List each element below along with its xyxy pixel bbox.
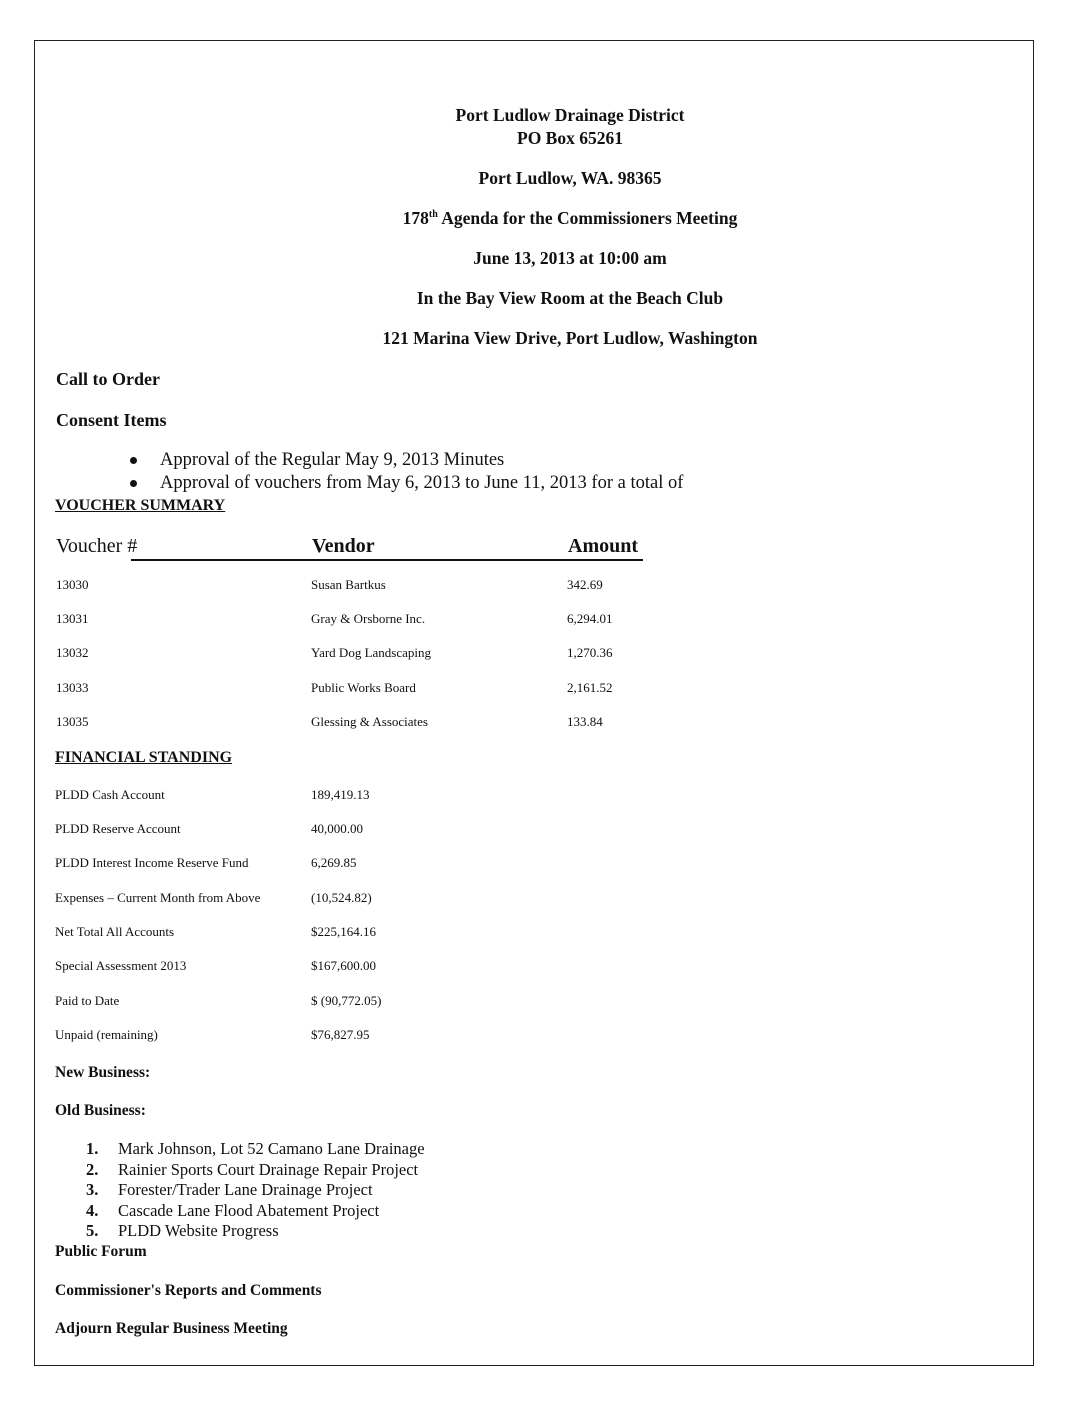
call-to-order-heading: Call to Order (56, 369, 160, 389)
list-text: PLDD Website Progress (118, 1221, 279, 1240)
list-number: 3. (86, 1180, 99, 1199)
list-item (86, 1160, 418, 1180)
voucher-amount: 2,161.52 (567, 680, 613, 695)
header-underline (131, 559, 643, 561)
voucher-number: 13032 (56, 645, 89, 660)
financial-label: Expenses – Current Month from Above (55, 890, 261, 905)
commissioners-reports-heading: Commissioner's Reports and Comments (55, 1282, 322, 1299)
financial-label: Special Assessment 2013 (55, 958, 187, 973)
meeting-date: June 13, 2013 at 10:00 am (473, 248, 667, 268)
financial-label: PLDD Reserve Account (55, 821, 181, 836)
voucher-amount: 133.84 (567, 714, 603, 729)
financial-value: $76,827.95 (311, 1027, 370, 1042)
list-item (86, 1221, 279, 1241)
po-box: PO Box 65261 (517, 128, 623, 148)
consent-bullet-text: Approval of the Regular May 9, 2013 Minutes (160, 450, 505, 470)
list-item (86, 1139, 425, 1159)
list-item (86, 1180, 373, 1200)
financial-label: PLDD Interest Income Reserve Fund (55, 855, 249, 870)
list-number: 5. (86, 1221, 99, 1240)
voucher-amount: 1,270.36 (567, 645, 613, 660)
district-name: Port Ludlow Drainage District (455, 105, 685, 125)
financial-value: 6,269.85 (311, 855, 357, 870)
list-number: 1. (86, 1139, 99, 1158)
financial-value: $ (90,772.05) (311, 993, 382, 1008)
financial-value: $167,600.00 (311, 958, 376, 973)
financial-label: PLDD Cash Account (55, 787, 165, 802)
voucher-vendor: Glessing & Associates (311, 714, 428, 729)
financial-value: $225,164.16 (311, 924, 376, 939)
agenda-number: 178 (402, 208, 429, 228)
public-forum-heading: Public Forum (55, 1243, 147, 1260)
new-business-heading: New Business: (55, 1064, 151, 1081)
city-state: Port Ludlow, WA. 98365 (478, 168, 662, 188)
list-text: Cascade Lane Flood Abatement Project (118, 1201, 380, 1220)
consent-bullet (160, 473, 683, 494)
financial-standing-heading: FINANCIAL STANDING (55, 749, 233, 766)
bullet-icon (130, 480, 137, 487)
meeting-address: 121 Marina View Drive, Port Ludlow, Washington (382, 328, 758, 348)
voucher-vendor: Yard Dog Landscaping (311, 645, 431, 660)
financial-value: (10,524.82) (311, 890, 372, 905)
financial-label: Unpaid (remaining) (55, 1027, 158, 1042)
agenda-title-rest: Agenda for the Commissioners Meeting (437, 208, 738, 228)
list-text: Mark Johnson, Lot 52 Camano Lane Drainage (118, 1139, 425, 1158)
consent-bullet (160, 450, 504, 471)
voucher-vendor: Public Works Board (311, 680, 416, 695)
old-business-heading: Old Business: (55, 1102, 146, 1119)
voucher-number: 13033 (56, 680, 89, 695)
voucher-summary-heading: VOUCHER SUMMARY (55, 497, 226, 514)
agenda-suffix: th (428, 209, 438, 221)
voucher-vendor: Gray & Orsborne Inc. (311, 611, 426, 626)
financial-label: Net Total All Accounts (55, 924, 175, 939)
list-item (86, 1201, 379, 1221)
list-text: Forester/Trader Lane Drainage Project (118, 1180, 373, 1199)
consent-bullet-text: Approval of vouchers from May 6, 2013 to June 11, 2013 for a total of (160, 473, 684, 493)
voucher-number: 13030 (56, 577, 89, 592)
voucher-number: 13031 (56, 611, 89, 626)
voucher-amount: 6,294.01 (567, 611, 613, 626)
list-number: 2. (86, 1160, 99, 1179)
financial-value: 40,000.00 (311, 821, 363, 836)
voucher-amount: 342.69 (567, 577, 603, 592)
amount-column-header: Amount (568, 535, 639, 557)
list-text: Rainier Sports Court Drainage Repair Project (118, 1160, 419, 1179)
agenda-title (100, 208, 1040, 229)
financial-value: 189,419.13 (311, 787, 370, 802)
financial-label: Paid to Date (55, 993, 120, 1008)
adjourn-heading: Adjourn Regular Business Meeting (55, 1320, 288, 1337)
vendor-column-header: Vendor (312, 535, 375, 557)
consent-items-heading: Consent Items (56, 410, 167, 430)
voucher-column-header: Voucher # (56, 535, 138, 557)
list-number: 4. (86, 1201, 99, 1220)
meeting-location: In the Bay View Room at the Beach Club (416, 288, 724, 308)
voucher-number: 13035 (56, 714, 89, 729)
voucher-vendor: Susan Bartkus (311, 577, 386, 592)
bullet-icon (130, 457, 137, 464)
